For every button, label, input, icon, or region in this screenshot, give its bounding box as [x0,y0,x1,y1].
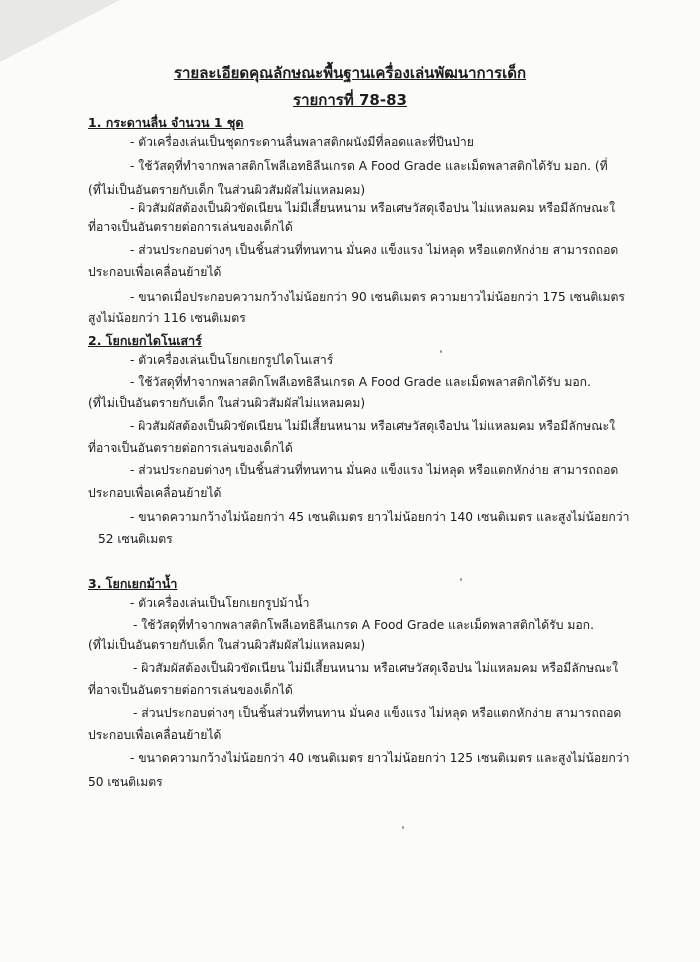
section-2-line: - ผิวสัมผัสต้องเป็นผิวขัดเนียน ไม่มีเสี้ยนหนาม หรือเศษวัสดุเจือปน ไม่แหลมคม หรือมีลักษณะใ [130,419,616,433]
section-1-line: - ผิวสัมผัสต้องเป็นผิวขัดเนียน ไม่มีเสี้ยนหนาม หรือเศษวัสดุเจือปน ไม่แหลมคม หรือมีลักษณะใ [130,201,616,215]
section-1-line: ที่อาจเป็นอันตรายต่อการเล่นของเด็กได้ [88,220,293,234]
section-3-heading: 3. โยกเยกม้าน้ำ [88,576,178,591]
folded-corner [0,0,120,62]
section-2-line: - ส่วนประกอบต่างๆ เป็นชิ้นส่วนที่ทนทาน มั่นคง แข็งแรง ไม่หลุด หรือแตกหักง่าย สามารถถอด [130,463,619,477]
section-1-line: - ส่วนประกอบต่างๆ เป็นชิ้นส่วนที่ทนทาน มั่นคง แข็งแรง ไม่หลุด หรือแตกหักง่าย สามารถถอด [130,243,619,257]
scan-speck [402,826,404,829]
section-2-line: - ใช้วัสดุที่ทำจากพลาสติกโพลีเอทธิลีนเกรด A Food Grade และเม็ดพลาสติกได้รับ มอก. [130,375,591,389]
scan-speck [460,578,462,581]
section-2-line: ประกอบเพื่อเคลื่อนย้ายได้ [88,486,222,500]
section-2-line: (ที่ไม่เป็นอันตรายกับเด็ก ในส่วนผิวสัมผัสไม่แหลมคม) [88,396,366,410]
document-subtitle: รายการที่ 78-83 [293,91,407,109]
section-3-line: - ใช้วัสดุที่ทำจากพลาสติกโพลีเอทธิลีนเกรด A Food Grade และเม็ดพลาสติกได้รับ มอก. [133,618,594,632]
section-1-line: - ใช้วัสดุที่ทำจากพลาสติกโพลีเอทธิลีนเกรด A Food Grade และเม็ดพลาสติกได้รับ มอก. (ที่ [130,159,608,173]
section-2-line: 52 เซนติเมตร [98,532,173,546]
section-1-line: (ที่ไม่เป็นอันตรายกับเด็ก ในส่วนผิวสัมผัสไม่แหลมคม) [88,183,366,197]
section-2-line: ที่อาจเป็นอันตรายต่อการเล่นของเด็กได้ [88,441,293,455]
section-3-line: - ตัวเครื่องเล่นเป็นโยกเยกรูปม้าน้ำ [130,596,310,610]
section-1-line: สูงไม่น้อยกว่า 116 เซนติเมตร [88,311,246,325]
section-2-heading: 2. โยกเยกไดโนเสาร์ [88,333,202,348]
section-3-line: ที่อาจเป็นอันตรายต่อการเล่นของเด็กได้ [88,683,293,697]
section-1-line: ประกอบเพื่อเคลื่อนย้ายได้ [88,265,222,279]
section-3-line: ประกอบเพื่อเคลื่อนย้ายได้ [88,728,222,742]
scan-speck [440,350,442,353]
section-3-line: - ส่วนประกอบต่างๆ เป็นชิ้นส่วนที่ทนทาน มั่นคง แข็งแรง ไม่หลุด หรือแตกหักง่าย สามารถถอด [133,706,622,720]
section-1-line: - ตัวเครื่องเล่นเป็นชุดกระดานลื่นพลาสติกผนังมีที่ลอดและที่ปีนป่าย [130,135,474,149]
section-3-line: - ผิวสัมผัสต้องเป็นผิวขัดเนียน ไม่มีเสี้ยนหนาม หรือเศษวัสดุเจือปน ไม่แหลมคม หรือมีลักษณะใ [133,661,619,675]
section-3-line: - ขนาดความกว้างไม่น้อยกว่า 40 เซนติเมตร ยาวไม่น้อยกว่า 125 เซนติเมตร และสูงไม่น้อยกว่า [130,751,630,765]
section-1-heading: 1. กระดานลื่น จำนวน 1 ชุด [88,115,244,130]
section-3-line: 50 เซนติเมตร [88,775,163,789]
section-2-line: - ขนาดความกว้างไม่น้อยกว่า 45 เซนติเมตร ยาวไม่น้อยกว่า 140 เซนติเมตร และสูงไม่น้อยกว่า [130,510,630,524]
document-title: รายละเอียดคุณลักษณะพื้นฐานเครื่องเล่นพัฒนาการเด็ก [173,64,527,82]
section-1-line: - ขนาดเมื่อประกอบความกว้างไม่น้อยกว่า 90 เซนติเมตร ความยาวไม่น้อยกว่า 175 เซนติเมตร [130,290,625,304]
section-3-line: (ที่ไม่เป็นอันตรายกับเด็ก ในส่วนผิวสัมผัสไม่แหลมคม) [88,638,366,652]
section-2-line: - ตัวเครื่องเล่นเป็นโยกเยกรูปไดโนเสาร์ [130,353,334,367]
